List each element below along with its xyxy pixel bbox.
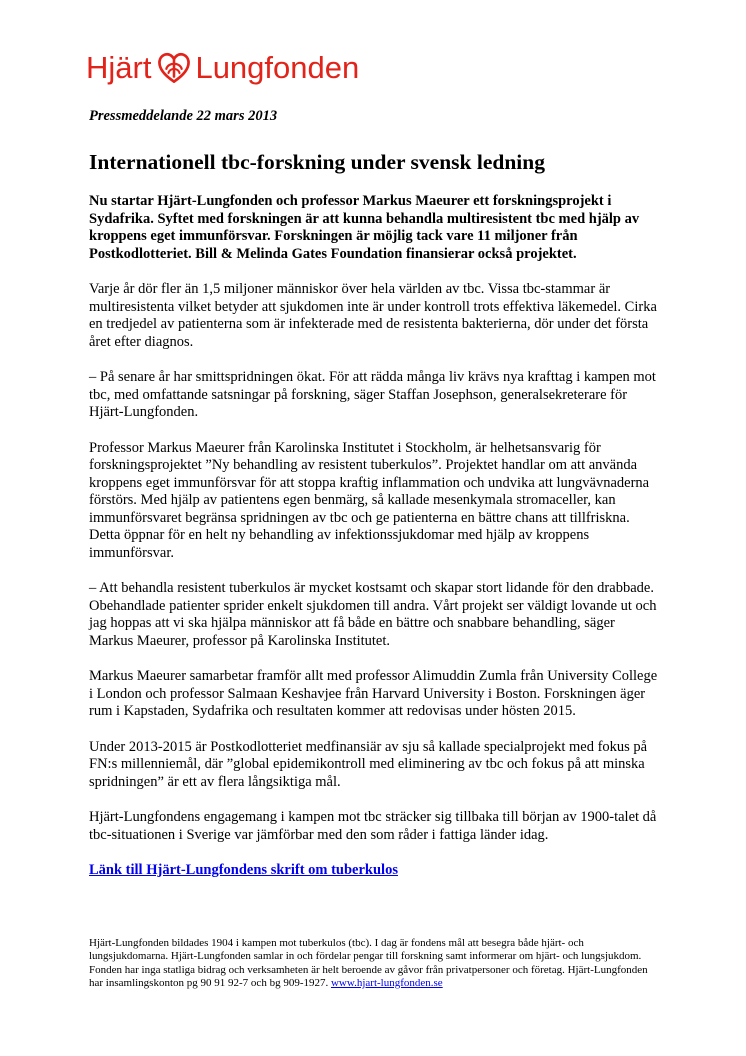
page-title: Internationell tbc-forskning under svensk ledning (89, 150, 545, 174)
logo-word-left: Hjärt (86, 50, 152, 85)
paragraph-2: – På senare år har smittspridningen ökat. För att rädda många liv krävs nya krafttag i kampen mot tbc, med omfattande satsningar på forskning, säger Staffan Josephson, generalsekreterare för Hjärt-Lungfonden. (89, 369, 656, 420)
paragraph-1: Varje år dör fler än 1,5 miljoner människor över hela världen av tbc. Vissa tbc-stammar är multiresistenta vilket betyder att sjukdomen inte är under kontroll trots effektiva läkemedel. Cirka en tredjedel av patienterna som är infekterade med de resistenta bakterierna, dör under det första året efter diagnos. (89, 281, 657, 350)
link-paragraph (89, 862, 659, 880)
lead-paragraph: Nu startar Hjärt-Lungfonden och professor Markus Maeurer ett forskningsprojekt i Sydafrika. Syftet med forskningen är att kunna behandla multiresistent tbc med hjälp av kroppens eget immunförsvar. Forskningen är möjlig tack vare 11 miljoner från Postkodlotteriet. Bill & Melinda Gates Foundation finansierar också projektet. (89, 193, 640, 262)
brand-logo (86, 50, 359, 86)
article-body (89, 193, 659, 898)
paragraph-4: – Att behandla resistent tuberkulos är mycket kostsamt och skapar stort lidande för den drabbade. Obehandlade patienter sprider enkelt sjukdomen till andra. Vårt projekt ser väldigt lovande ut och jag hoppas att vi ska hjälpa människor att få både en bättre och snabbare behandling, säger Markus Maeurer, professor på Karolinska Institutet. (89, 580, 657, 649)
paragraph-3: Professor Markus Maeurer från Karolinska Institutet i Stockholm, är helhetsansvarig för forskningsprojektet ”Ny behandling av resistent tuberkulos”. Projektet handlar om att använda kroppens eget immunförsvar för att stoppa kraftig inflammation och undvika att lungvävnaderna förstörs. Med hjälp av patientens egen benmärg, så kallade mesenkymala stromaceller, kan immunförsvaret begränsa spridningen av tbc och ge patienterna en bättre chans att tillfriskna. Detta öppnar för en helt ny behandling av infektionssjukdomar med hjälp av kroppens immunförsvar. (89, 439, 650, 561)
logo-word-right: Lungfonden (195, 50, 360, 85)
dateline: Pressmeddelande 22 mars 2013 (89, 108, 278, 124)
tuberculosis-publication-link[interactable]: Länk till Hjärt-Lungfondens skrift om tuberkulos (89, 862, 398, 878)
website-link[interactable]: www.hjart-lungfonden.se (330, 976, 443, 989)
heart-lung-icon (157, 51, 191, 85)
paragraph-6: Under 2013-2015 är Postkodlotteriet medfinansiär av sju så kallade specialprojekt med fokus på FN:s millenniemål, där ”global epidemikontroll med eliminering av tbc och fokus på att minska spridningen” är ett av flera långsiktiga mål. (89, 738, 648, 790)
paragraph-5: Markus Maeurer samarbetar framför allt med professor Alimuddin Zumla från University College i London och professor Salmaan Keshavjee från Harvard University i Boston. Forskningen äger rum i Kapstaden, Sydafrika och resultaten kommer att redovisas under hösten 2015. (89, 668, 658, 719)
footer-text: Hjärt-Lungfonden bildades 1904 i kampen mot tuberkulos (tbc). I dag är fondens mål att besegra både hjärt- och lungsjukdomarna. Hjärt-Lungfonden samlar in och fördelar pengar till forskning samt informerar om hjärt- och lungsjukdom. Fonden har inga statliga bidrag och verksamheten är helt beroende av gåvor från privatpersoner och företag. Hjärt-Lungfonden har insamlingskonton pg 90 91 92-7 och bg 909-1927. (89, 937, 648, 989)
paragraph-7: Hjärt-Lungfondens engagemang i kampen mot tbc sträcker sig tillbaka till början av 1900-talet då tbc-situationen i Sverige var jämförbar med den som råder i fattiga länder idag. (89, 809, 657, 843)
footer-note (89, 937, 661, 990)
